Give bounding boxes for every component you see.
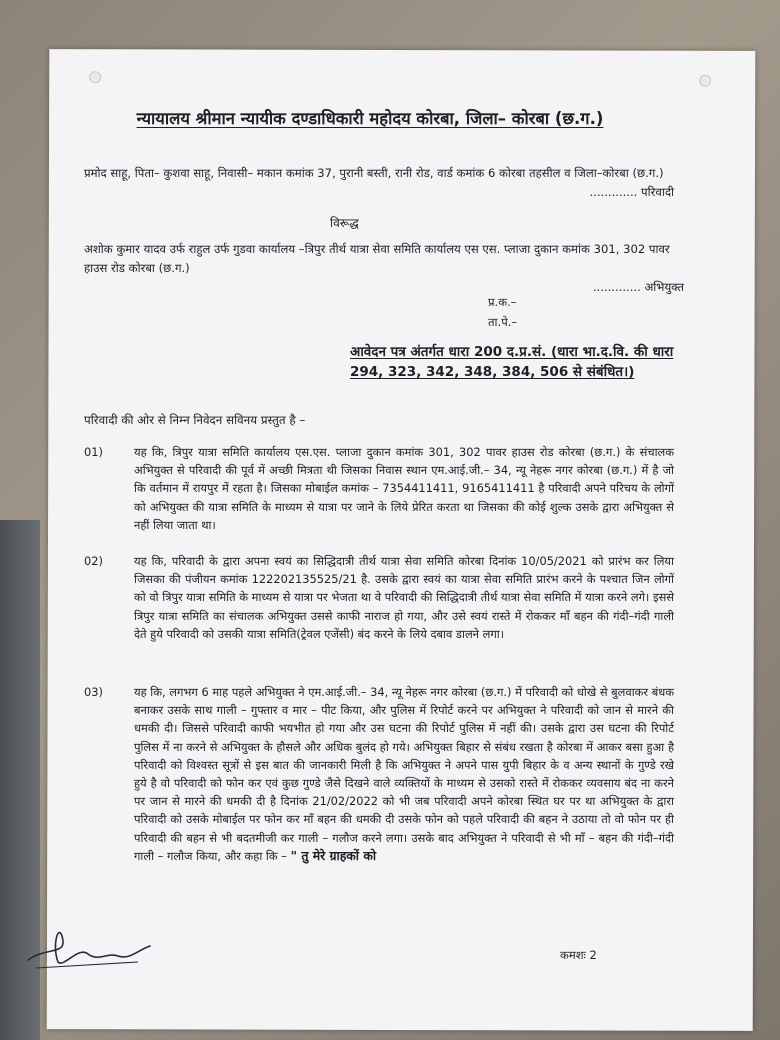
paragraph-number: 02) — [84, 554, 103, 568]
accused-block — [84, 240, 684, 297]
continuation-marker: कमशः 2 — [560, 948, 597, 962]
case-number-block — [488, 292, 517, 332]
complainant-text: प्रमोद साहू, पिता– कुशवा साहू, निवासी– मकान कमांक 37, पुरानी बस्ती, रानी रोड, वार्ड कमांक 6 कोरबा तहसील व जिला–कोरबा (छ.ग.) — [84, 166, 664, 180]
paragraph-number: 01) — [84, 445, 103, 459]
application-title: आवेदन पत्र अंतर्गत धारा 200 द.प्र.सं. (धारा भा.द.वि. की धारा 294, 323, 342, 348, 384, 506 से संबंधित।) — [350, 344, 674, 380]
case-tape: ता.पे.– — [488, 315, 518, 329]
paragraph-number: 03) — [84, 685, 103, 699]
paragraph-text: यह कि, परिवादी के द्वारा अपना स्वयं का सिद्धिदात्री तीर्थ यात्रा सेवा समिति कोरबा दिनांक 10/05/2021 को प्रारंभ कर लिया जिसका की पंजीयन कमांक 122202135525/21 है. उसके द्वारा स्वयं का यात्रा सेवा समिति प्रारंभ करने के पश्चात जिन लोगों को वो त्रिपुर यात्रा समिति के माध्यम से यात्रा पर भेजता था वे परिवादी की सिद्धिदात्री तीर्थ यात्रा सेवा समिति में यात्रा करने लगे। इससे त्रिपुर यात्रा समिति का संचालक अभियुक्त उससे काफी नाराज हो गया, और उसे स्वयं रास्ते में रोककर माँ बहन की गंदी–गंदी गाली देते हुये परिवादी को उसकी यात्रा समिति(ट्रेवल एजेंसी) बंद करने के लिये दबाव डालने लगा। — [134, 554, 674, 641]
case-prak: प्र.क.– — [488, 295, 517, 309]
accused-role: ............. अभियुक्त — [592, 280, 684, 294]
complainant-block — [84, 164, 674, 202]
paragraph-text: यह कि, त्रिपुर यात्रा समिति कार्यालय एस.एस. प्लाजा दुकान कमांक 301, 302 पावर हाउस रोड कोरबा (छ.ग.) के संचालक अभियुक्त से परिवादी की पूर्व में अच्छी मित्रता थी जिसका निवास स्थान एम.आई.जी.– 34, न्यू नेहरू नगर कोरबा (छ.ग.) में है जो कि वर्तमान में रायपुर में रहता है। जिसका मोबाईल कमांक – 7354411411, 9165411411 है परिवादी अपने परिचय के लोगों को अभियुक्त की यात्रा समिति के माध्यम से यात्रा पर जाने के लिये प्रेरित करता था जिसका की कोई शुल्क उसके द्वारा अभियुक्त से नहीं लिया जाता था। — [134, 445, 674, 532]
paragraph-text — [134, 683, 674, 865]
signature-mark — [18, 916, 158, 976]
paragraph-body: यह कि, लगभग 6 माह पहले अभियुक्त ने एम.आई.जी.– 34, न्यू नेहरू नगर कोरबा (छ.ग.) में परिवादी को धोखे से बुलवाकर बंधक बनाकर उसके साथ गाली – गुफ्तार व मार – पीट किया, और पुलिस में रिपोर्ट करने पर अभियुक्त ने परिवादी को जान से मारने की धमकी दी। जिससे परिवादी काफी भयभीत हो गया और उस घटना की रिपोर्ट पुलिस में नहीं की। उसके द्वारा उस घटना की रिपोर्ट पुलिस में ना करने से अभियुक्त के हौसले और अधिक बुलंद हो गये। अभियुक्त बिहार से संबंध रखता है कोरबा में आकर बसा हुआ है परिवादी को विश्वस्त सूत्रों से इस बात की जानकारी मिली है कि अभियुक्त ने अपने पास युपी बिहार के व अन्य स्थानों के गुण्डे रखे हुये है वो परिवादी को फोन कर एवं कुछ गुण्डे जैसे दिखने वाले व्यक्तियों के माध्यम से उसको रास्ते में रोककर व्यवसाय बंद ना करने पर जान से मारने की धमकी दी है दिनांक 21/02/2022 को भी जब परिवादी अपने कोरबा स्थित घर पर था अभियुक्त के द्वारा परिवादी को उसके मोबाईल पर फोन कर माँ बहन की धमकी दी उसके फोन को पहले परिवादी की बहन ने उठाया तो वो फोन पर ही परिवादी की बहन से भी बदतमीजी कर गाली – गलौज करने लगा। उसके बाद अभियुक्त ने परिवादी से भी माँ – बहन की गंदी–गंदी गाली – गलौज किया, और कहा कि – — [134, 685, 674, 863]
quote-start: " तु मेरे ग्राहकों को — [290, 847, 377, 863]
accused-text: अशोक कुमार यादव उर्फ राहुल उर्फ गुडवा कार्यालय –त्रिपुर तीर्थ यात्रा सेवा समिति कार्यालय एस एस. प्लाजा दुकान कमांक 301, 302 पावर हाउस रोड कोरबा (छ.ग.) — [84, 242, 670, 275]
court-title: न्यायालय श्रीमान न्यायीक दण्डाधिकारी महोदय कोरबा, जिला– कोरबा (छ.ग.) — [136, 109, 604, 128]
complainant-role: ............. परिवादी — [589, 185, 674, 199]
intro-text: परिवादी की ओर से निम्न निवेदन सविनय प्रस्तुत है – — [84, 413, 306, 427]
versus-label: विरूद्ध — [330, 216, 359, 230]
